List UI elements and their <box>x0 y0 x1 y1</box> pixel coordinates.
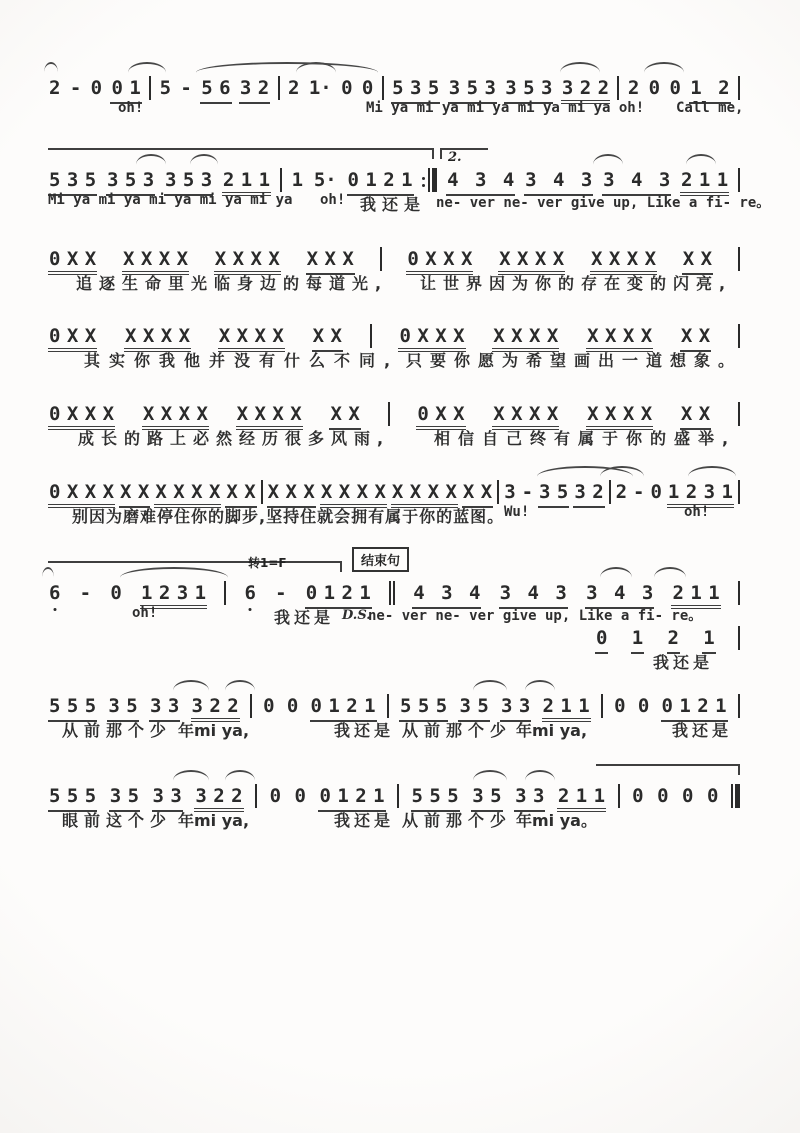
score-line <box>48 778 740 850</box>
lyrics-row <box>48 192 771 216</box>
barline <box>382 76 384 100</box>
volta-label: 2. <box>448 150 462 165</box>
note-group: 3 5 3 <box>106 171 155 196</box>
note-group: X X X X <box>498 250 565 275</box>
note-group: X X X X <box>142 405 209 430</box>
notation-row <box>48 241 740 275</box>
barline <box>738 694 740 718</box>
note: 5· <box>313 169 337 191</box>
barline <box>280 168 282 192</box>
slur-arc <box>473 680 507 691</box>
note-group: 3 4 3 <box>585 584 654 609</box>
note: 0 <box>595 629 608 654</box>
note-group: 0 X X X <box>398 327 465 352</box>
note: - <box>79 582 92 604</box>
barline <box>617 76 619 100</box>
note-group: 5 5 5 <box>411 787 460 812</box>
notation-row <box>48 162 740 196</box>
score-line <box>48 396 740 468</box>
lyric-text: 年mi ya, <box>178 721 250 740</box>
note-group: X X X <box>267 483 316 508</box>
ds-mark: D.S. <box>342 608 371 623</box>
note-group: X X X X <box>214 250 281 275</box>
note: - <box>180 77 192 99</box>
note: 0 <box>90 77 103 99</box>
slur-arc <box>525 770 555 781</box>
slur-arc <box>173 770 209 781</box>
lyric-text: 从前那个少 <box>402 811 513 830</box>
note-group: 3 2 <box>239 79 270 104</box>
slur-arc <box>128 62 166 73</box>
note-group: 3 5 <box>471 787 502 812</box>
note-group: 2 1 1 <box>671 584 720 609</box>
lyric-text: 从前那个少 <box>62 721 173 740</box>
note-group: 4 3 4 <box>412 584 481 609</box>
notation-row <box>48 688 740 722</box>
lyric-text: 我还是 <box>334 811 395 830</box>
note-group: X X <box>682 250 713 275</box>
note-group: 3 2 2 <box>561 79 610 104</box>
barline <box>380 247 382 271</box>
note-group: 0 1 2 1 <box>347 171 414 196</box>
barline <box>738 581 740 605</box>
note: 0 <box>650 481 662 503</box>
notation-row <box>48 474 740 508</box>
notation-row <box>48 70 740 104</box>
slur-arc <box>173 680 209 691</box>
note-group: 0 X X <box>416 405 465 430</box>
notation-row <box>48 318 740 352</box>
lyric-text: 我还是 <box>653 653 714 672</box>
barline <box>388 402 390 426</box>
note: 2 <box>49 77 61 99</box>
notation-row <box>595 620 740 654</box>
slur-arc <box>225 680 255 691</box>
lyric-text: ne- ver ne- ver give up, Like a fi- re。 <box>368 608 703 624</box>
barline <box>149 76 151 100</box>
barline <box>738 247 740 271</box>
lyric-text: 年mi ya, <box>516 721 588 740</box>
note-group: X X X X <box>124 327 191 352</box>
note-group: 3 5 <box>109 787 140 812</box>
barline <box>609 480 611 504</box>
volta-line <box>48 561 342 572</box>
lyric-text: oh! <box>684 504 710 520</box>
barline <box>497 480 499 504</box>
lyric-text: 相信自己终有属于你的盛举, <box>434 429 737 448</box>
note-group: 0 1 2 1 <box>310 697 377 722</box>
note: 5 <box>159 77 172 99</box>
lyric-text: 眼前这个少 <box>62 811 173 830</box>
note: 1 <box>631 629 644 654</box>
note-group: X X <box>462 483 493 508</box>
note-group: X X <box>225 483 256 508</box>
note-group: X X X X <box>492 327 559 352</box>
score-line <box>48 474 740 546</box>
note-group: 0 X X <box>48 250 97 275</box>
score-line <box>48 70 744 142</box>
note-group: 3 5 3 <box>504 79 553 104</box>
note-group: X X X X <box>320 483 387 508</box>
note-group: 0 1 2 1 <box>318 787 385 812</box>
note: 0 <box>614 695 626 717</box>
barline <box>250 694 252 718</box>
note-group: 5 5 5 <box>48 697 97 722</box>
note-group: X X X X <box>391 483 458 508</box>
lyric-text: Mi ya mi ya mi ya mi ya mi ya <box>48 192 293 208</box>
slur-arc <box>600 567 632 578</box>
barline <box>387 694 389 718</box>
note-group: X X X X <box>492 405 559 430</box>
note-group: 5 3 5 <box>48 171 97 196</box>
lyric-text: 从前那个少 <box>402 721 513 740</box>
note-group: 2 1 1 <box>222 171 271 196</box>
repeat-dots <box>422 177 425 187</box>
note-group: X X X X <box>218 327 285 352</box>
lyrics-row <box>48 271 740 295</box>
barline <box>738 626 740 650</box>
lyrics-row <box>48 504 740 528</box>
barline <box>601 694 603 718</box>
note: 0 <box>706 785 719 807</box>
barline <box>224 581 226 605</box>
score-line <box>595 620 740 692</box>
note-group: X X X X <box>586 405 653 430</box>
note-group: 3 4 3 <box>602 171 671 196</box>
slur-arc <box>196 62 378 73</box>
slur-arc <box>44 62 58 73</box>
note-group: 3 3 <box>500 697 531 722</box>
lyric-text: Call me, <box>676 100 744 116</box>
note-group: 5 5 5 <box>48 787 97 812</box>
note-group: X X X X <box>590 250 657 275</box>
note: 6 <box>48 584 61 609</box>
note: 0 <box>648 77 661 99</box>
barline <box>255 784 257 808</box>
barline <box>738 402 740 426</box>
score-line <box>48 150 771 234</box>
notation-row <box>48 396 740 430</box>
note-group: X X <box>119 483 150 508</box>
score-line <box>48 241 740 313</box>
note-group: 3 2 2 <box>194 787 243 812</box>
note-group: 3 5 <box>538 483 569 508</box>
lyrics-row <box>595 650 740 674</box>
note-group: 2 1 1 <box>542 697 591 722</box>
lyrics-row <box>48 808 740 832</box>
lyric-text: 我还是 <box>334 721 395 740</box>
notation-row <box>48 575 740 609</box>
note: 1 <box>702 629 715 654</box>
lyric-text: Mi ya mi ya mi ya mi ya mi ya oh! <box>366 100 645 116</box>
note-group: 2 1 1 <box>680 171 729 196</box>
note-group: 0 1 <box>110 79 141 104</box>
note: 0 <box>682 785 694 807</box>
note: 0 <box>269 785 282 807</box>
barline <box>738 168 740 192</box>
note: 2 <box>667 629 680 654</box>
lyric-text: 其实你我他并没有什么不同, <box>84 351 400 370</box>
note-group: X X X X <box>122 250 189 275</box>
note: 2 <box>615 481 628 503</box>
note-group: 1 2 <box>689 79 730 104</box>
lyric-text: 我还是 <box>360 195 427 214</box>
note-group: 3 2 <box>573 483 604 508</box>
lyric-text: 年mi ya。 <box>516 811 597 830</box>
slur-arc <box>686 154 716 165</box>
barline <box>738 324 740 348</box>
note: 1· <box>308 77 332 99</box>
note: 0 <box>632 785 644 807</box>
barline <box>261 480 263 504</box>
note-group: 0 X X X <box>406 250 473 275</box>
barline <box>370 324 372 348</box>
note: 0 <box>263 695 275 717</box>
lyric-text: 我还是 <box>274 608 335 627</box>
lyric-text: 让世界因为你的存在变的闪亮, <box>420 274 733 293</box>
slur-arc <box>525 680 555 691</box>
note-group: 5 5 5 <box>399 697 448 722</box>
note-group: X X <box>329 405 360 430</box>
note-group: 3 4 3 <box>499 584 568 609</box>
note: 0 <box>341 77 353 99</box>
slur-arc <box>473 770 507 781</box>
note: 6 <box>243 584 256 609</box>
note: 1 <box>291 169 304 191</box>
lyric-text: 年mi ya, <box>178 811 250 830</box>
lyrics-row <box>48 348 743 372</box>
note: 0 <box>657 785 669 807</box>
note: 0 <box>361 77 374 99</box>
note-group: 2 1 1 <box>557 787 606 812</box>
lyrics-row <box>48 718 740 742</box>
note: 0 <box>110 582 122 604</box>
barline <box>738 76 740 100</box>
note-group: 3 3 <box>152 787 183 812</box>
note-group: 1 2 3 1 <box>140 584 207 609</box>
note: 0 <box>669 77 681 99</box>
lyric-text: 只要你愿为希望画出一道想象。 <box>406 351 743 370</box>
note: - <box>275 582 287 604</box>
note-group: 3 5 <box>458 697 489 722</box>
lyric-text: ne- ver ne- ver give up, Like a fi- re。 <box>436 195 771 211</box>
note: 0 <box>294 785 306 807</box>
score-line <box>48 318 743 390</box>
volta-line <box>596 764 740 775</box>
note-group: 3 4 3 <box>524 171 593 196</box>
lyric-text: oh! <box>320 192 346 208</box>
slur-arc <box>225 770 255 781</box>
lyric-text: 追逐生命里光临身边的每道光, <box>76 274 389 293</box>
note-group: 3 5 3 <box>448 79 497 104</box>
barline <box>397 784 399 808</box>
slur-arc <box>654 567 686 578</box>
note: 2 <box>627 77 640 99</box>
key-change-label: 转1=F <box>248 556 287 570</box>
note: - <box>633 481 645 503</box>
note-group: X X X X <box>154 483 221 508</box>
barline <box>618 784 620 808</box>
note-group: 3 2 2 <box>191 697 240 722</box>
slur-arc <box>644 62 684 73</box>
note-group: 0 X X X <box>48 483 115 508</box>
barline <box>278 76 280 100</box>
note-group: 1 2 3 1 <box>667 483 734 508</box>
note-group: X X <box>312 327 343 352</box>
note-group: 4 3 4 <box>446 171 515 196</box>
note: 3 <box>504 481 516 503</box>
note-group: 0 X X X <box>48 405 115 430</box>
barline <box>738 480 740 504</box>
lyric-text: 我还是 <box>672 721 733 740</box>
note-group: X X X X <box>236 405 303 430</box>
lyrics-row <box>48 100 744 124</box>
note-group: X X <box>680 405 711 430</box>
lyric-text: Wu! <box>504 504 530 520</box>
note-group: 3 5 3 <box>164 171 213 196</box>
lyric-text: oh! <box>118 100 144 116</box>
note-group: X X X X <box>586 327 653 352</box>
note-group: X X <box>680 327 711 352</box>
note-group: 5 6 <box>200 79 231 104</box>
score-line <box>48 688 740 760</box>
note: 0 <box>286 695 299 717</box>
note: - <box>69 77 82 99</box>
note-group: 3 5 <box>107 697 138 722</box>
note-group: 0 1 2 1 <box>305 584 372 609</box>
note-group: 0 X X <box>48 327 97 352</box>
note-group: 5 3 5 <box>391 79 440 104</box>
note-group: 3 3 <box>514 787 545 812</box>
note-group: X X X <box>306 250 355 275</box>
volta-line <box>48 148 434 159</box>
slur-arc <box>593 154 623 165</box>
lyric-text: oh! <box>132 605 158 621</box>
note-group: 0 1 2 1 <box>661 697 728 722</box>
note-group: 3 3 <box>149 697 180 722</box>
lyric-text: 别因为磨难停住你的脚步,坚持住就会拥有属于你的蓝图。 <box>72 507 505 526</box>
slur-arc <box>560 62 600 73</box>
lyrics-row <box>48 426 740 450</box>
notation-row <box>48 778 740 812</box>
ending-section-label: 结束句 <box>352 547 409 572</box>
lyric-text: 成长的路上必然经历很多风雨, <box>78 429 391 448</box>
note: - <box>521 481 534 503</box>
note: 0 <box>637 695 650 717</box>
note: 2 <box>288 77 300 99</box>
